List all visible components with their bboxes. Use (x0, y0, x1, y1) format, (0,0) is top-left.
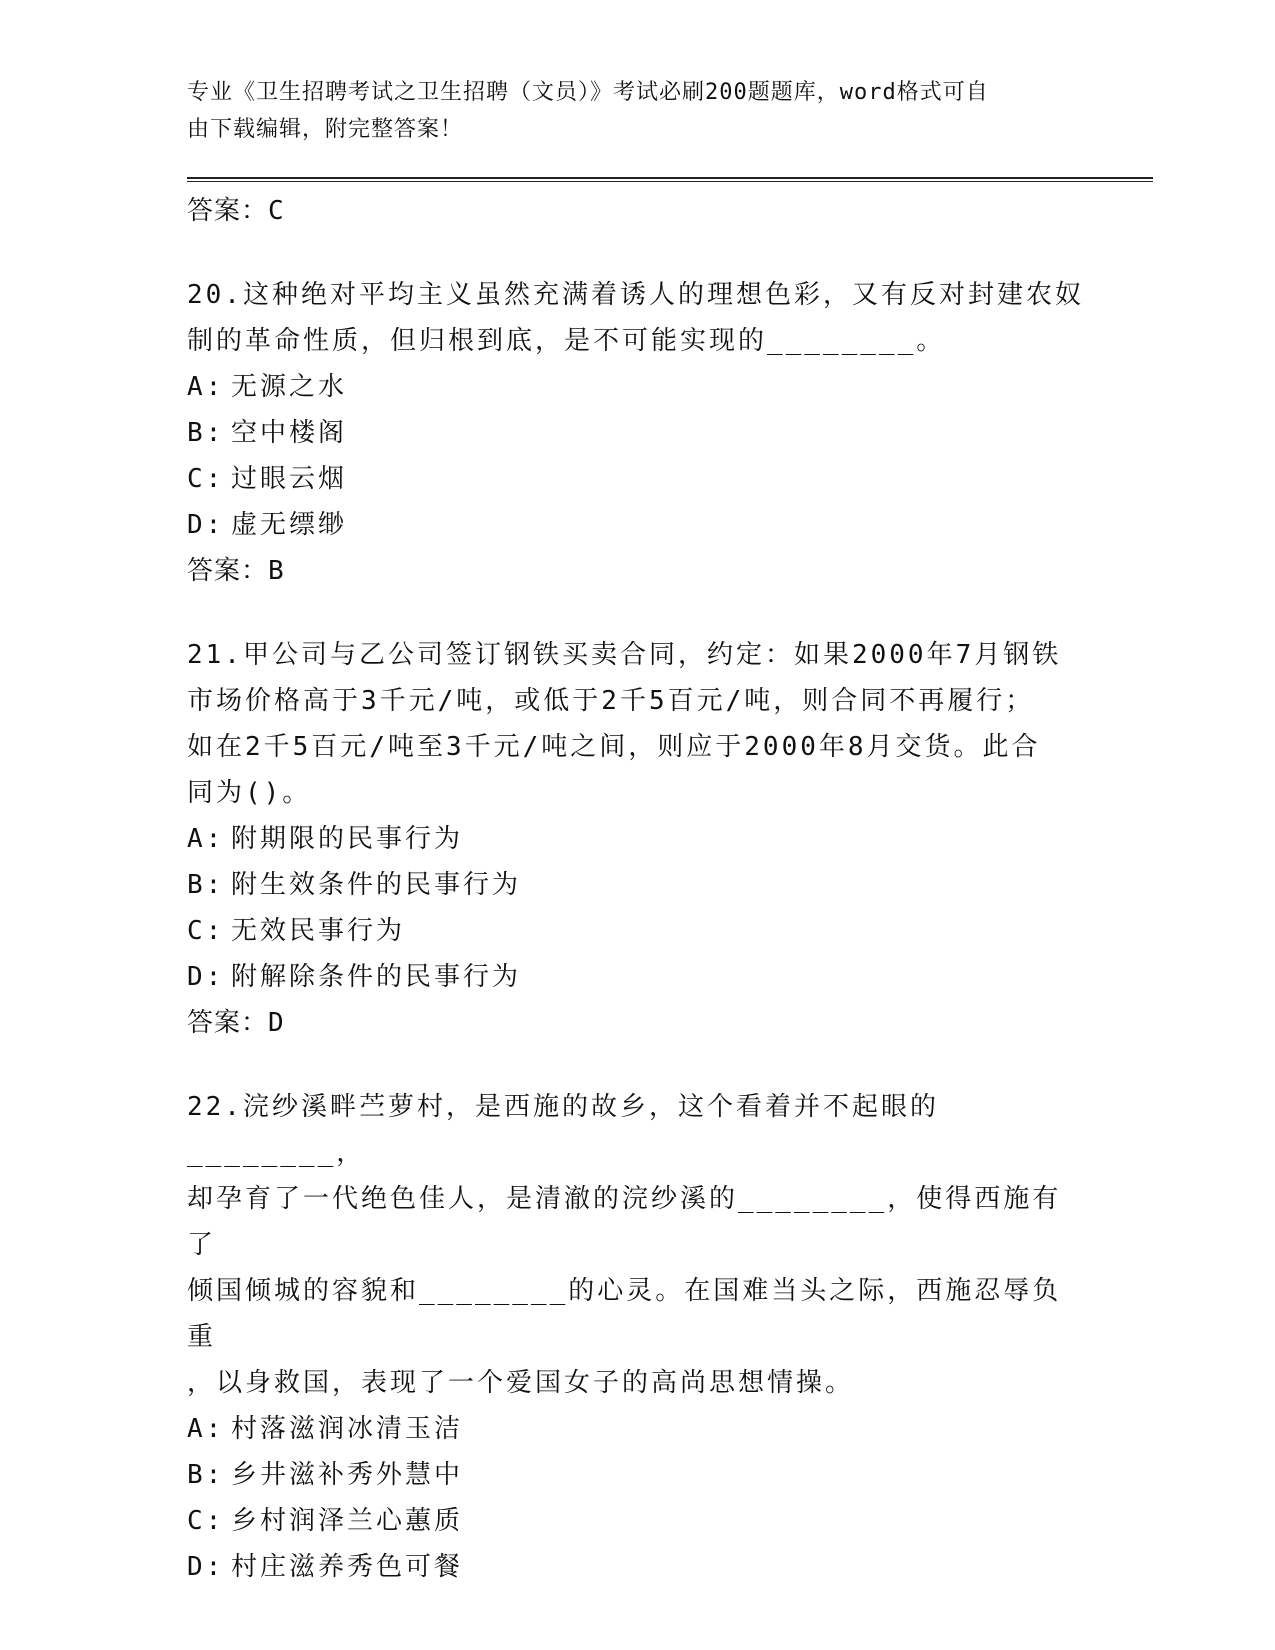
question-stem (187, 272, 1087, 364)
option-label: A: (187, 824, 225, 854)
stem-line: 制的革命性质，但归根到底，是不可能实现的________。 (187, 326, 946, 356)
answer-line: 答案：C (187, 196, 285, 226)
option-text: 虚无缥缈 (231, 510, 348, 540)
option-label: B: (187, 1460, 225, 1490)
option-d (187, 1544, 1087, 1590)
option-c (187, 908, 1087, 954)
option-a (187, 816, 1087, 862)
stem-line: 22.浣纱溪畔苎萝村，是西施的故乡，这个看着并不起眼的________， (187, 1092, 939, 1168)
option-text: 空中楼阁 (231, 418, 348, 448)
option-label: A: (187, 1414, 225, 1444)
option-c (187, 456, 1087, 502)
option-a (187, 1406, 1087, 1452)
stem-line: 如在2千5百元/吨至3千元/吨之间，则应于2000年8月交货。此合 (187, 732, 1041, 762)
option-text: 过眼云烟 (231, 464, 348, 494)
question-22 (187, 1084, 1087, 1590)
stem-line: 20.这种绝对平均主义虽然充满着诱人的理想色彩，又有反对封建农奴 (187, 280, 1084, 310)
option-text: 村落滋润冰清玉洁 (231, 1414, 464, 1444)
option-a (187, 364, 1087, 410)
option-text: 乡井滋补秀外慧中 (231, 1460, 464, 1490)
stem-line: 同为()。 (187, 778, 312, 808)
option-label: D: (187, 510, 225, 540)
option-text: 附期限的民事行为 (231, 824, 464, 854)
header-line-1: 专业《卫生招聘考试之卫生招聘（文员）》考试必刷200题题库，word格式可自 (187, 80, 989, 105)
option-b (187, 862, 1087, 908)
question-stem (187, 1084, 1087, 1406)
stem-line: 却孕育了一代绝色佳人，是清澈的浣纱溪的________，使得西施有了 (187, 1184, 1062, 1260)
option-b (187, 1452, 1087, 1498)
question-21 (187, 632, 1087, 1046)
answer-line: 答案：B (187, 556, 285, 586)
option-label: C: (187, 916, 225, 946)
answer-line: 答案：D (187, 1008, 285, 1038)
stem-line: 市场价格高于3千元/吨，或低于2千5百元/吨，则合同不再履行； (187, 686, 1035, 716)
option-d (187, 502, 1087, 548)
option-text: 乡村润泽兰心蕙质 (231, 1506, 464, 1536)
option-text: 无源之水 (231, 372, 348, 402)
option-label: B: (187, 870, 225, 900)
option-c (187, 1498, 1087, 1544)
stem-line: ，以身救国，表现了一个爱国女子的高尚思想情操。 (187, 1368, 855, 1398)
document-body (187, 188, 1087, 1590)
option-label: A: (187, 372, 225, 402)
document-header (187, 74, 1067, 148)
option-text: 附生效条件的民事行为 (231, 870, 522, 900)
header-line-2: 由下载编辑，附完整答案！ (187, 117, 464, 142)
header-divider (187, 177, 1153, 182)
option-label: D: (187, 962, 225, 992)
question-20 (187, 272, 1087, 594)
option-text: 村庄滋养秀色可餐 (231, 1552, 464, 1582)
option-d (187, 954, 1087, 1000)
option-label: B: (187, 418, 225, 448)
option-text: 无效民事行为 (231, 916, 406, 946)
option-text: 附解除条件的民事行为 (231, 962, 522, 992)
option-label: C: (187, 1506, 225, 1536)
option-b (187, 410, 1087, 456)
option-label: C: (187, 464, 225, 494)
option-label: D: (187, 1552, 225, 1582)
stem-line: 倾国倾城的容貌和________的心灵。在国难当头之际，西施忍辱负重 (187, 1276, 1062, 1352)
question-stem (187, 632, 1087, 816)
stem-line: 21.甲公司与乙公司签订钢铁买卖合同，约定：如果2000年7月钢铁 (187, 640, 1062, 670)
